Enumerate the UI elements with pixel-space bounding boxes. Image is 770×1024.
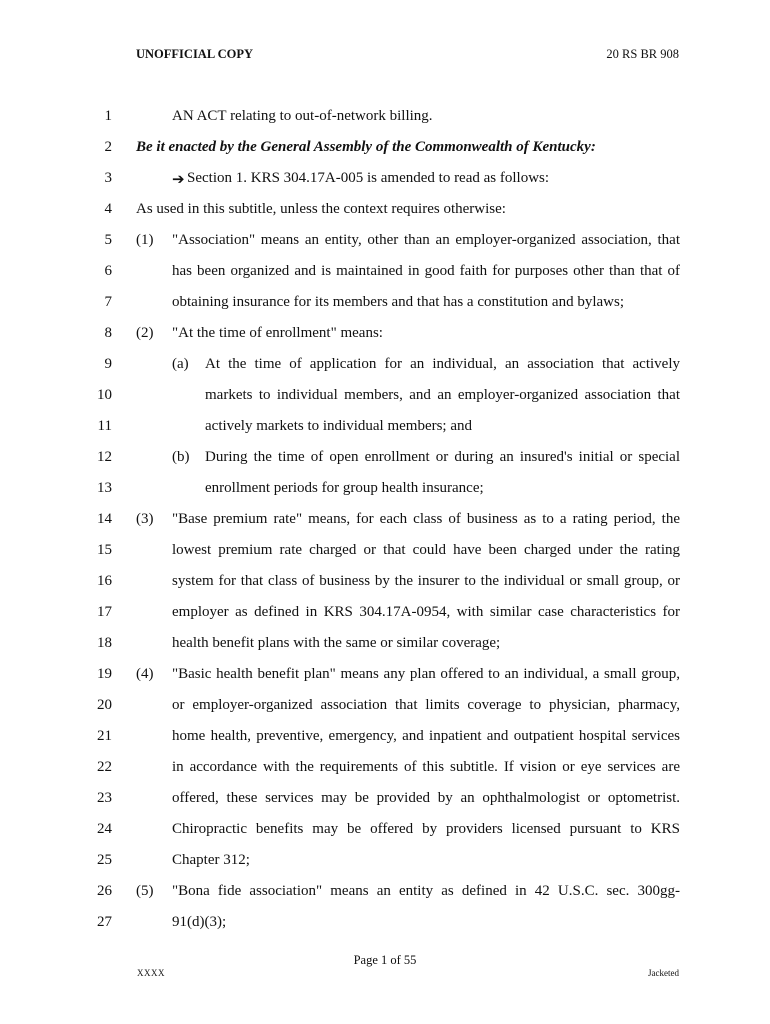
line-3 (0, 170, 770, 190)
line-number: 10 (97, 387, 112, 403)
line-7 (0, 294, 770, 314)
line-19 (0, 666, 770, 686)
line-number: 19 (97, 666, 112, 682)
line-number: 22 (97, 759, 112, 775)
line-number: 4 (104, 201, 112, 217)
intro-text: As used in this subtitle, unless the context requires otherwise: (136, 201, 506, 217)
footer-left: XXXX (137, 968, 165, 978)
line-number: 12 (97, 449, 112, 465)
line-number: 1 (104, 108, 112, 124)
line-text: employer as defined in KRS 304.17A-0954, with similar case characteristics for (172, 604, 680, 620)
line-text: Chapter 312; (172, 852, 250, 868)
header-left: UNOFFICIAL COPY (136, 47, 254, 61)
line-27 (0, 914, 770, 934)
line-22 (0, 759, 770, 779)
line-number: 16 (97, 573, 112, 589)
line-number: 18 (97, 635, 112, 651)
line-14 (0, 511, 770, 531)
line-text: Chiropractic benefits may be offered by providers licensed pursuant to KRS (172, 821, 680, 837)
line-text: actively markets to individual members; and (205, 418, 473, 434)
line-text: During the time of open enrollment or during an insured's initial or special (205, 449, 680, 465)
line-2 (0, 139, 770, 159)
line-number: 13 (97, 480, 112, 496)
section-heading: Section 1. KRS 304.17A-005 is amended to read as follows: (187, 170, 550, 186)
line-number: 25 (97, 852, 112, 868)
line-10 (0, 387, 770, 407)
line-number: 7 (104, 294, 112, 310)
line-text: "At the time of enrollment" means: (172, 325, 383, 341)
line-text: system for that class of business by the insurer to the individual or small group, or (172, 573, 680, 589)
subsection-label: (2) (136, 325, 154, 341)
line-text: "Bona fide association" means an entity as defined in 42 U.S.C. sec. 300gg- (172, 883, 680, 899)
line-number: 15 (97, 542, 112, 558)
header-right: 20 RS BR 908 (606, 47, 679, 61)
line-text: health benefit plans with the same or similar coverage; (172, 635, 501, 651)
page-number: Page 1 of 55 (353, 953, 417, 967)
line-number: 27 (97, 914, 112, 930)
line-text: "Base premium rate" means, for each class of business as to a rating period, the (172, 511, 680, 527)
line-8 (0, 325, 770, 345)
line-text: enrollment periods for group health insurance; (205, 480, 484, 496)
line-text: offered, these services may be provided by an ophthalmologist or optometrist. (172, 790, 680, 806)
line-17 (0, 604, 770, 624)
line-number: 14 (97, 511, 112, 527)
line-1 (0, 108, 770, 128)
footer-right: Jacketed (648, 968, 679, 978)
line-text: "Basic health benefit plan" means any plan offered to an individual, a small group, (172, 666, 680, 682)
line-number: 8 (104, 325, 112, 341)
subsection-label: (3) (136, 511, 154, 527)
line-number: 9 (104, 356, 112, 372)
line-text: 91(d)(3); (172, 914, 227, 930)
line-number: 6 (104, 263, 112, 279)
paragraph-label: (b) (172, 449, 190, 465)
line-number: 23 (97, 790, 112, 806)
line-number: 20 (97, 697, 112, 713)
act-title: AN ACT relating to out-of-network billing. (172, 108, 433, 124)
subsection-label: (1) (136, 232, 154, 248)
line-25 (0, 852, 770, 872)
line-18 (0, 635, 770, 655)
line-text: home health, preventive, emergency, and inpatient and outpatient hospital services (172, 728, 680, 744)
line-number: 5 (104, 232, 112, 248)
line-text: "Association" means an entity, other than an employer-organized association, that (172, 232, 680, 248)
line-number: 24 (97, 821, 112, 837)
line-9 (0, 356, 770, 376)
line-24 (0, 821, 770, 841)
paragraph-label: (a) (172, 356, 189, 372)
line-23 (0, 790, 770, 810)
line-21 (0, 728, 770, 748)
subsection-label: (4) (136, 666, 154, 682)
line-text: obtaining insurance for its members and that has a constitution and bylaws; (172, 294, 624, 310)
line-number: 26 (97, 883, 112, 899)
line-26 (0, 883, 770, 903)
line-12 (0, 449, 770, 469)
line-text: or employer-organized association that limits coverage to physician, pharmacy, (172, 697, 680, 713)
line-text: markets to individual members, and an employer-organized association that (205, 387, 680, 403)
line-text: in accordance with the requirements of this subtitle. If vision or eye services are (172, 759, 680, 775)
line-number: 11 (97, 418, 112, 434)
line-5 (0, 232, 770, 252)
line-16 (0, 573, 770, 593)
line-number: 2 (104, 139, 112, 155)
line-20 (0, 697, 770, 717)
line-number: 3 (104, 170, 112, 186)
line-text: lowest premium rate charged or that could have been charged under the rating (172, 542, 680, 558)
line-15 (0, 542, 770, 562)
line-number: 21 (97, 728, 112, 744)
enacting-clause: Be it enacted by the General Assembly of the Commonwealth of Kentucky: (136, 139, 596, 155)
line-number: 17 (97, 604, 112, 620)
line-11 (0, 418, 770, 438)
subsection-label: (5) (136, 883, 154, 899)
line-4 (0, 201, 770, 221)
line-13 (0, 480, 770, 500)
arrow-icon: ➔ (172, 172, 185, 188)
line-text: At the time of application for an individual, an association that actively (205, 356, 680, 372)
line-6 (0, 263, 770, 283)
line-text: has been organized and is maintained in good faith for purposes other than that of (172, 263, 680, 279)
